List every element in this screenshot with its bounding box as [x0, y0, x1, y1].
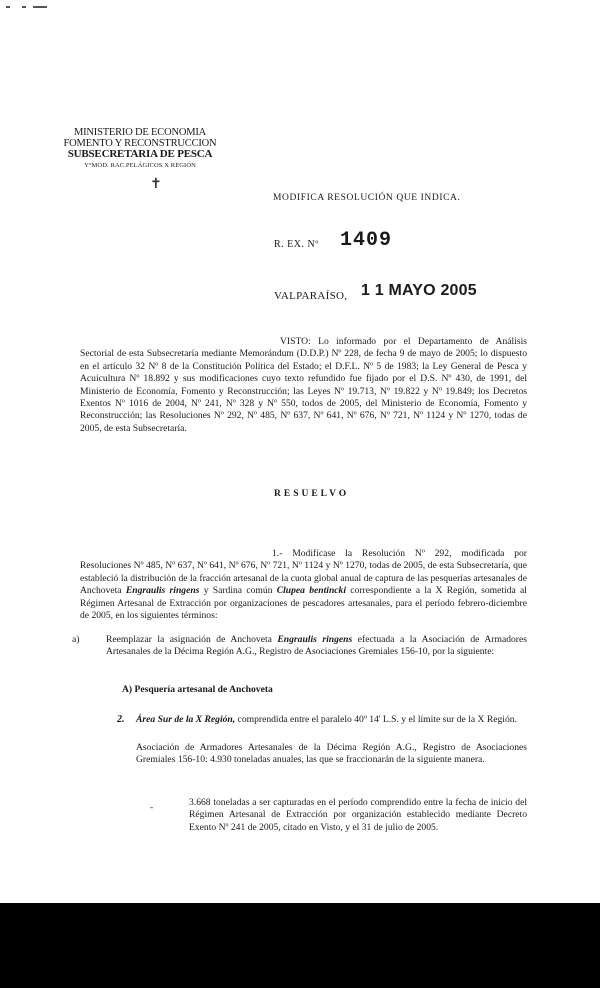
subsecretaria-line: SUBSECRETARIA DE PESCA	[67, 148, 213, 160]
text-run: comprendida entre el paralelo 40º 14' L.S. y el límite sur de la X Región.	[235, 714, 517, 725]
bullet-mark: -	[150, 802, 154, 813]
ministry-line: MINISTERIO DE ECONOMIA	[73, 127, 207, 138]
scan-mark	[22, 6, 26, 8]
item-number: 2.	[117, 714, 125, 725]
resolution-title: MODIFICA RESOLUCIÓN QUE INDICA.	[273, 193, 461, 203]
text-run: efectuada a la Asociación de Armadores Artesanales de la Décima Región A.G., Registro de Asociaciones Gremiales 156-10, por la siguiente:	[106, 634, 527, 658]
text-run: 1.- Modifícase la Resolución Nº 292, modificada por Resoluciones Nº 485, Nº 637, Nº 641, Nº 676, Nº 721, Nº 1124 y Nº 1270, todas de 2005, de esta Subsecretaría, que estableció la distribución de la fracción artesanal de la cuota global anual de captura de las pesquerías artesanales de Anchoveta	[80, 548, 527, 597]
text-run: Reemplazar la asignación de Anchoveta	[106, 634, 278, 645]
ministry-header	[40, 127, 240, 171]
rex-label: R. EX. Nº	[274, 239, 319, 250]
text-run: correspondiente a la X Región, sometida al Régimen Artesanal de Extracción por organizaciones de pescadores artesanales, para el período febrero-diciembre de 2005, en los siguientes términos:	[80, 585, 527, 622]
species-name: Clupea bentincki	[276, 585, 347, 597]
scan-border	[0, 903, 600, 988]
department-line: Y°MOD. RAC.PELÁGICOS X REGIÓN	[84, 162, 196, 169]
scan-mark	[6, 6, 10, 8]
resuelvo-heading: RESUELVO	[274, 489, 350, 499]
place-label: VALPARAÍSO,	[274, 290, 348, 302]
initials-mark: ✝	[150, 177, 162, 192]
bullet-paragraph: 3.668 toneladas a ser capturadas en el período comprendido entre la fecha de inicio del Régimen Artesanal de Extracción por organización establecido mediante Decreto Exento Nº 241 de 2005, citado en Visto, y el 31 de julio de 2005.	[189, 797, 527, 833]
article-1-paragraph	[80, 548, 527, 622]
ministry-line: FOMENTO Y RECONSTRUCCION	[63, 138, 217, 149]
area-label: Área Sur de la X Región,	[136, 714, 236, 725]
date-stamp: 1 1 MAYO 2005	[361, 282, 477, 299]
section-title: A) Pesquería artesanal de Anchoveta	[122, 684, 273, 695]
item-letter: a)	[72, 634, 80, 645]
item-a-paragraph	[106, 634, 527, 659]
scan-mark	[33, 6, 47, 8]
association-paragraph: Asociación de Armadores Artesanales de la Décima Región A.G., Registro de Asociaciones Gremiales 156-10: 4.930 toneladas anuales, las que se fraccionarán de la siguiente manera.	[136, 742, 527, 766]
species-name: Engraulis ringens	[277, 634, 353, 645]
visto-paragraph: VISTO: Lo informado por el Departamento de Análisis Sectorial de esta Subsecretaría mediante Memorándum (D.D.P.) Nº 228, de fecha 9 de mayo de 2005; lo dispuesto en el artículo 32 Nº 8 de la Constitución Política del Estado; el D.F.L. Nº 5 de 1983; la Ley General de Pesca y Acuicultura Nº 18.892 y sus modificaciones cuyo texto refundido fue fijado por el D.S. Nº 430, de 1991, del Ministerio de Economía, Fomento y Reconstrucción; las Leyes Nº 19.713, Nº 19.822 y Nº 19.849; los Decretos Exentos Nº 1016 de 2004, Nº 241, Nº 328 y Nº 550, todos de 2005, del Ministerio de Economía, Fomento y Reconstrucción; las Resoluciones Nº 292, Nº 485, Nº 637, Nº 641, Nº 676, Nº 721, Nº 1124 y Nº 1270, todas de 2005, de esta Subsecretaría.	[80, 336, 527, 434]
species-name: Engraulis ringens	[125, 585, 200, 597]
rex-number: 1409	[340, 229, 393, 252]
text-run: y Sardina común	[199, 585, 277, 597]
area-paragraph	[136, 714, 527, 726]
